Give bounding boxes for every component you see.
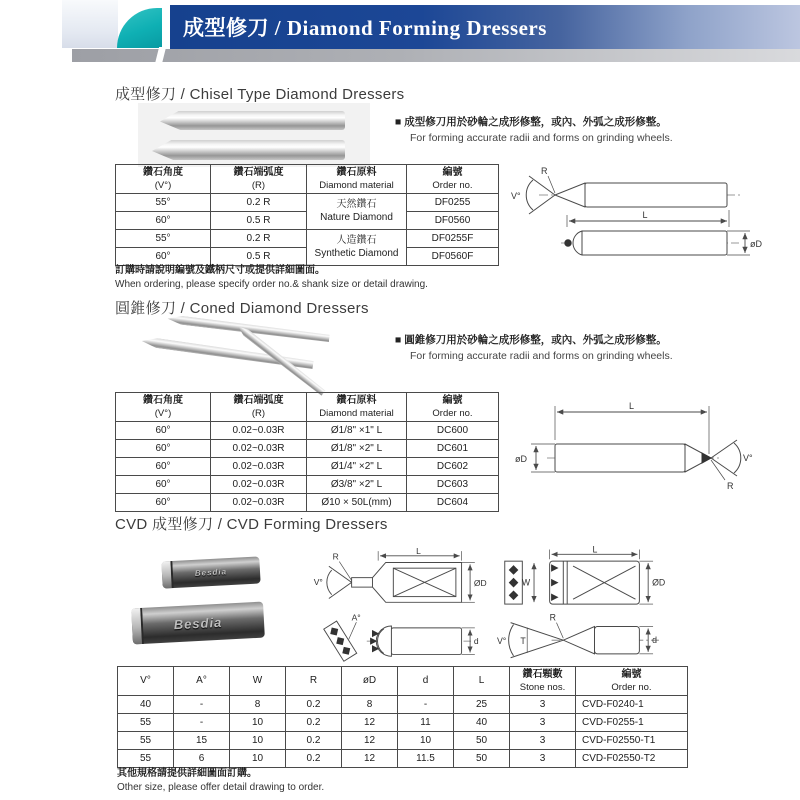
dim-label-v: V° bbox=[496, 636, 507, 647]
table-header-row bbox=[118, 667, 688, 696]
dim-label-d: d bbox=[652, 635, 657, 646]
cvd-rod-image bbox=[131, 602, 265, 645]
dim-label-od: ØD bbox=[652, 577, 666, 588]
table-cell: 3 bbox=[510, 750, 576, 768]
table-cell: 10 bbox=[230, 750, 286, 768]
table-cell: 0.2 R bbox=[211, 230, 307, 248]
table-cell: DC601 bbox=[407, 440, 499, 458]
dim-label-od: øD bbox=[750, 239, 762, 249]
dim-label-v: V° bbox=[313, 577, 323, 588]
note-zh: ■ 圓錐修刀用於砂輪之成形修整，或內、外弧之成形修整。 bbox=[395, 334, 667, 346]
note-en: For forming accurate radii and forms on grinding wheels. bbox=[410, 350, 673, 362]
table-cell: 天然鑽石 Nature Diamond bbox=[307, 194, 407, 230]
note-en: For forming accurate radii and forms on grinding wheels. bbox=[410, 132, 673, 144]
table-cell: 60° bbox=[116, 422, 211, 440]
dim-label-d: d bbox=[473, 635, 479, 646]
header-banner bbox=[170, 5, 800, 49]
table-cell: Ø1/8" ×1" L bbox=[307, 422, 407, 440]
dim-label-w: W bbox=[521, 577, 531, 588]
table-cell: 25 bbox=[454, 696, 510, 714]
cvd-rod-image bbox=[161, 556, 260, 588]
table-cell: CVD-F0240-1 bbox=[576, 696, 688, 714]
table-cell: DC604 bbox=[407, 494, 499, 512]
column-header: 編號 Order no. bbox=[576, 667, 688, 696]
table-cell: 0.5 R bbox=[211, 212, 307, 230]
table-cell: 55 bbox=[118, 732, 174, 750]
header-left-panel bbox=[62, 0, 118, 48]
table-cell: 0.02~0.03R bbox=[211, 458, 307, 476]
table-cell: Ø1/8" ×2" L bbox=[307, 440, 407, 458]
column-header: d bbox=[398, 667, 454, 696]
table-row bbox=[116, 440, 499, 458]
table-cell: 3 bbox=[510, 732, 576, 750]
table-cell: DC600 bbox=[407, 422, 499, 440]
diamond-plate bbox=[324, 621, 357, 661]
column-header: 鑽石端弧度 (R) bbox=[211, 165, 307, 194]
table-row bbox=[116, 458, 499, 476]
column-header: V° bbox=[118, 667, 174, 696]
diagram-cvd-side bbox=[272, 545, 490, 670]
spec-table-chisel bbox=[115, 164, 499, 266]
table-cell: 60° bbox=[116, 440, 211, 458]
table-cell: 55 bbox=[118, 714, 174, 732]
table-cell: CVD-F02550-T1 bbox=[576, 732, 688, 750]
footnote-zh: 其他規格請提供詳細圖面訂購。 bbox=[117, 768, 257, 779]
table-row bbox=[116, 422, 499, 440]
table-cell: - bbox=[398, 696, 454, 714]
table-cell: - bbox=[174, 696, 230, 714]
table-cell: Ø3/8" ×2" L bbox=[307, 476, 407, 494]
table-cell: 8 bbox=[230, 696, 286, 714]
column-header: 鑽石角度 (V°) bbox=[116, 165, 211, 194]
table-cell: 11 bbox=[398, 714, 454, 732]
product-photo-coned bbox=[125, 318, 340, 394]
table-cell: CVD-F0255-1 bbox=[576, 714, 688, 732]
table-cell: 0.02~0.03R bbox=[211, 440, 307, 458]
table-cell: 55° bbox=[116, 230, 211, 248]
column-header: R bbox=[286, 667, 342, 696]
table-cell: 0.02~0.03R bbox=[211, 476, 307, 494]
table-cell: 60° bbox=[116, 458, 211, 476]
table-cell: 0.5 R bbox=[211, 248, 307, 266]
chisel-rod-image bbox=[160, 111, 345, 130]
dim-label-l: L bbox=[592, 545, 598, 555]
table-cell: 12 bbox=[342, 732, 398, 750]
column-header: A° bbox=[174, 667, 230, 696]
header-gray-bar bbox=[72, 49, 800, 62]
table-cell: DC602 bbox=[407, 458, 499, 476]
column-header: 鑽石端弧度 (R) bbox=[211, 393, 307, 422]
dim-label-r: R bbox=[727, 481, 734, 491]
table-row bbox=[116, 476, 499, 494]
spec-table-coned bbox=[115, 392, 499, 512]
note-coned bbox=[395, 332, 673, 362]
table-cell: 6 bbox=[174, 750, 230, 768]
table-cell: 40 bbox=[454, 714, 510, 732]
table-cell: - bbox=[174, 714, 230, 732]
table-cell: 55° bbox=[116, 194, 211, 212]
column-header: 鑽石顆數 Stone nos. bbox=[510, 667, 576, 696]
footnote-en: When ordering, please specify order no.& shank size or detail drawing. bbox=[115, 279, 428, 290]
note-zh: ■ 成型修刀用於砂輪之成形修整，或內、外弧之成形修整。 bbox=[395, 116, 667, 128]
table-cell: 10 bbox=[230, 714, 286, 732]
section-title-chisel: 成型修刀 / Chisel Type Diamond Dressers bbox=[115, 86, 405, 103]
table-cell: CVD-F02550-T2 bbox=[576, 750, 688, 768]
table-cell: 0.2 bbox=[286, 732, 342, 750]
table-cell: 人造鑽石 Synthetic Diamond bbox=[307, 230, 407, 266]
table-cell: 12 bbox=[342, 714, 398, 732]
table-header-row bbox=[116, 165, 499, 194]
table-cell: 0.2 bbox=[286, 750, 342, 768]
column-header: 編號 Order no. bbox=[407, 165, 499, 194]
footnote-cvd bbox=[117, 764, 324, 793]
table-row bbox=[118, 714, 688, 732]
footnote-zh: 訂購時請說明編號及鐵柄尺寸或提供詳細圖面。 bbox=[115, 265, 325, 276]
dim-label-r: R bbox=[332, 551, 339, 562]
column-header: L bbox=[454, 667, 510, 696]
column-header: øD bbox=[342, 667, 398, 696]
table-cell: DF0255 bbox=[407, 194, 499, 212]
table-cell: 12 bbox=[342, 750, 398, 768]
footnote-chisel bbox=[115, 261, 428, 290]
table-cell: DF0255F bbox=[407, 230, 499, 248]
table-cell: 10 bbox=[230, 732, 286, 750]
diagram-chisel bbox=[505, 164, 795, 264]
product-photo-cvd bbox=[118, 545, 273, 667]
dim-label-v: V° bbox=[743, 453, 753, 463]
dim-label-l: L bbox=[629, 401, 635, 411]
header-teal-shape bbox=[117, 8, 162, 48]
diagram-cvd-front bbox=[495, 545, 695, 670]
footnote-en: Other size, please offer detail drawing to order. bbox=[117, 782, 325, 793]
dim-label-r: R bbox=[549, 612, 556, 623]
page-title: 成型修刀 / Diamond Forming Dressers bbox=[183, 16, 547, 40]
dim-label-od: ØD bbox=[473, 578, 487, 589]
dim-label-l: L bbox=[642, 210, 648, 220]
product-photo-chisel bbox=[138, 103, 370, 167]
dim-label-od: øD bbox=[515, 454, 527, 464]
table-cell: 50 bbox=[454, 732, 510, 750]
table-cell: 3 bbox=[510, 696, 576, 714]
dim-label-l: L bbox=[416, 545, 421, 556]
chisel-rod-image bbox=[152, 140, 345, 160]
table-cell: 40 bbox=[118, 696, 174, 714]
section-title-coned: 圓錐修刀 / Coned Diamond Dressers bbox=[115, 300, 369, 317]
table-cell: 0.2 R bbox=[211, 194, 307, 212]
column-header: 鑽石原料 Diamond material bbox=[307, 393, 407, 422]
table-cell: 0.2 bbox=[286, 714, 342, 732]
table-cell: Ø1/4" ×2" L bbox=[307, 458, 407, 476]
column-header: 編號 Order no. bbox=[407, 393, 499, 422]
table-cell: 15 bbox=[174, 732, 230, 750]
table-row bbox=[116, 494, 499, 512]
table-cell: DF0560 bbox=[407, 212, 499, 230]
table-cell: 3 bbox=[510, 714, 576, 732]
brand-label: Besdia bbox=[173, 614, 223, 632]
note-chisel bbox=[395, 114, 673, 144]
table-cell: 60° bbox=[116, 494, 211, 512]
column-header: W bbox=[230, 667, 286, 696]
diagram-coned bbox=[505, 398, 795, 506]
table-cell: 50 bbox=[454, 750, 510, 768]
table-cell: 60° bbox=[116, 212, 211, 230]
column-header: 鑽石角度 (V°) bbox=[116, 393, 211, 422]
section-title-cvd: CVD 成型修刀 / CVD Forming Dressers bbox=[115, 516, 388, 533]
brand-label: Besdia bbox=[194, 567, 228, 578]
column-header: 鑽石原料 Diamond material bbox=[307, 165, 407, 194]
table-header-row bbox=[116, 393, 499, 422]
table-row bbox=[116, 230, 499, 248]
table-row bbox=[118, 696, 688, 714]
dim-label-a: A° bbox=[351, 612, 361, 623]
table-cell: 55 bbox=[118, 750, 174, 768]
dim-label-v: V° bbox=[511, 191, 521, 201]
table-cell: 0.2 bbox=[286, 696, 342, 714]
table-cell: 0.02~0.03R bbox=[211, 494, 307, 512]
table-cell: Ø10 × 50L(mm) bbox=[307, 494, 407, 512]
spec-table-cvd bbox=[117, 666, 688, 768]
table-row bbox=[116, 194, 499, 212]
table-cell: DC603 bbox=[407, 476, 499, 494]
table-cell: 10 bbox=[398, 732, 454, 750]
table-cell: 11.5 bbox=[398, 750, 454, 768]
table-cell: 8 bbox=[342, 696, 398, 714]
table-cell: 0.02~0.03R bbox=[211, 422, 307, 440]
table-cell: 60° bbox=[116, 248, 211, 266]
table-row bbox=[118, 732, 688, 750]
table-cell: DF0560F bbox=[407, 248, 499, 266]
table-cell: 60° bbox=[116, 476, 211, 494]
dim-label-r: R bbox=[541, 166, 548, 176]
dim-label-t: T bbox=[520, 636, 526, 647]
